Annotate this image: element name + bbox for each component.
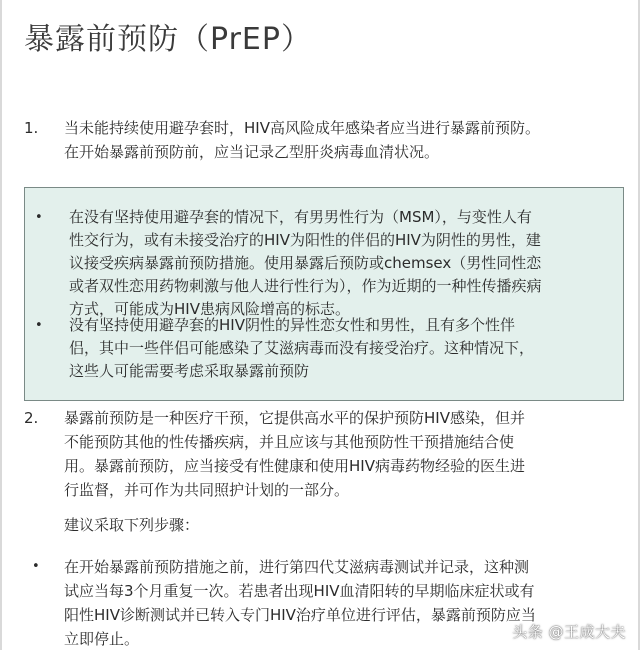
text-line: 行监督，并可作为共同照护计划的一部分。 xyxy=(64,481,350,499)
text-line: 试应当每3个月重复一次。若患者出现HIV血清阳转的早期临床症状或有 xyxy=(64,582,535,600)
text-line: 在没有坚持使用避孕套的情况下，有男男性行为（MSM），与变性人有 xyxy=(69,208,532,226)
numbered-item-2 xyxy=(24,406,624,506)
page-title: 暴露前预防（PrEP） xyxy=(24,22,312,57)
text-line: 或者双性恋用药物刺激与他人进行性行为），作为近期的一种性传播疾病 xyxy=(69,277,542,295)
bullet-icon: • xyxy=(35,210,43,225)
text-line: 暴露前预防是一种医疗干预，它提供高水平的保护预防HIV感染，但并 xyxy=(64,409,525,427)
text-line: 当未能持续使用避孕套时，HIV高风险成年感染者应当进行暴露前预防。 xyxy=(64,119,540,137)
item-number: 2. xyxy=(24,409,39,427)
text-line: 用。暴露前预防，应当接受有性健康和使用HIV病毒药物经验的医生进 xyxy=(64,457,525,475)
text-line: 不能预防其他的性传播疾病，并且应该与其他预防性干预措施结合使 xyxy=(64,433,515,451)
bullet-text xyxy=(69,314,534,383)
text-line: 议接受疾病暴露前预防措施。使用暴露后预防或chemsex（男性同性恋 xyxy=(69,254,542,272)
bullet-text xyxy=(69,206,542,321)
text-line: 方式，可能成为HIV患病风险增高的标志。 xyxy=(69,300,350,318)
text-line: 没有坚持使用避孕套的HIV阴性的异性恋女性和男性，且有多个性伴 xyxy=(69,316,515,334)
bullet-text xyxy=(64,555,536,651)
item-text xyxy=(64,406,525,502)
bullet-icon: • xyxy=(35,318,43,333)
numbered-item-1 xyxy=(24,116,624,166)
text-line: 阳性HIV诊断测试并已转入专门HIV治疗单位进行评估，暴露前预防应当 xyxy=(64,606,536,624)
item-number: 1. xyxy=(24,119,39,137)
steps-heading: 建议采取下列步骤： xyxy=(64,516,200,534)
bullet-icon: • xyxy=(32,559,40,574)
text-line: 在开始暴露前预防前，应当记录乙型肝炎病毒血清状况。 xyxy=(64,143,440,161)
text-line: 在开始暴露前预防措施之前，进行第四代艾滋病毒测试并记录，这种测 xyxy=(64,558,530,576)
item-text xyxy=(64,116,540,164)
text-line: 立即停止。 xyxy=(64,630,140,648)
text-line: 侣，其中一些伴侣可能感染了艾滋病毒而没有接受治疗。这种情况下， xyxy=(69,339,535,357)
highlight-callout-box xyxy=(24,187,624,401)
page-left-edge xyxy=(0,0,2,650)
watermark: 头条 @王成大夫 xyxy=(512,623,626,641)
text-line: 性交行为，或有未接受治疗的HIV为阳性的伴侣的HIV为阴性的男性，建 xyxy=(69,231,541,249)
text-line: 这些人可能需要考虑采取暴露前预防 xyxy=(69,362,310,380)
